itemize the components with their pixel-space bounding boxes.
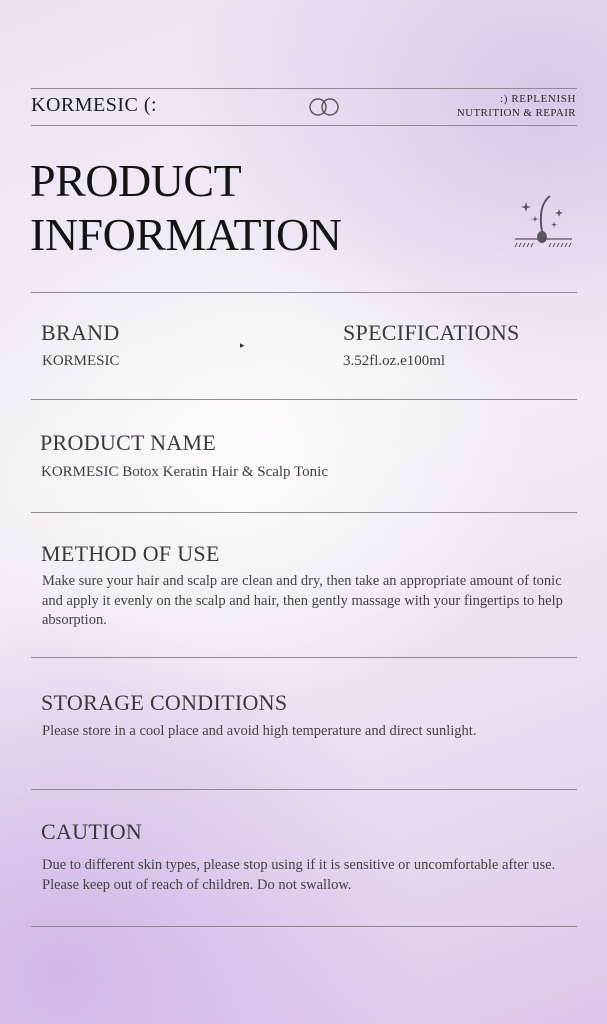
header-top-rule	[31, 88, 577, 89]
product-name-label: PRODUCT NAME	[40, 430, 217, 455]
specifications-value: 3.52fl.oz.e100ml	[343, 353, 446, 369]
caution-label: CAUTION	[41, 819, 143, 844]
page-title-line2: INFORMATION	[30, 209, 342, 260]
divider-brand	[31, 399, 577, 400]
storage-conditions-text: Please store in a cool place and avoid high temperature and direct sunlight.	[42, 723, 477, 739]
header-bottom-rule	[31, 125, 577, 126]
divider-title	[31, 292, 577, 293]
page-title-line1: PRODUCT	[30, 155, 242, 206]
header-tagline-line1: :) REPLENISH	[500, 93, 576, 105]
specifications-label: SPECIFICATIONS	[343, 320, 520, 345]
storage-conditions-label: STORAGE CONDITIONS	[41, 690, 288, 715]
header-brand: KORMESIC (:	[31, 94, 158, 116]
header-tagline-line2: NUTRITION & REPAIR	[456, 107, 576, 119]
brand-arrow-icon: ▸	[240, 340, 245, 350]
divider-method	[31, 657, 577, 658]
divider-caution	[31, 926, 577, 927]
product-name-value: KORMESIC Botox Keratin Hair & Scalp Tonic	[41, 464, 328, 480]
interlocking-rings-icon	[307, 97, 341, 117]
method-of-use-label: METHOD OF USE	[41, 541, 220, 566]
hair-follicle-sparkle-icon	[512, 192, 576, 252]
divider-product-name	[31, 512, 577, 513]
divider-storage	[31, 789, 577, 790]
caution-text: Due to different skin types, please stop using if it is sensitive or uncomfortable after use. Please keep out of reach of children. Do not swallow.	[42, 857, 556, 893]
brand-label: BRAND	[41, 320, 120, 345]
method-of-use-text: Make sure your hair and scalp are clean and dry, then take an appropriate amount of tonic and apply it evenly on the scalp and hair, then gently massage with your fingertips to help absorption.	[42, 573, 563, 628]
brand-value: KORMESIC	[42, 353, 120, 369]
